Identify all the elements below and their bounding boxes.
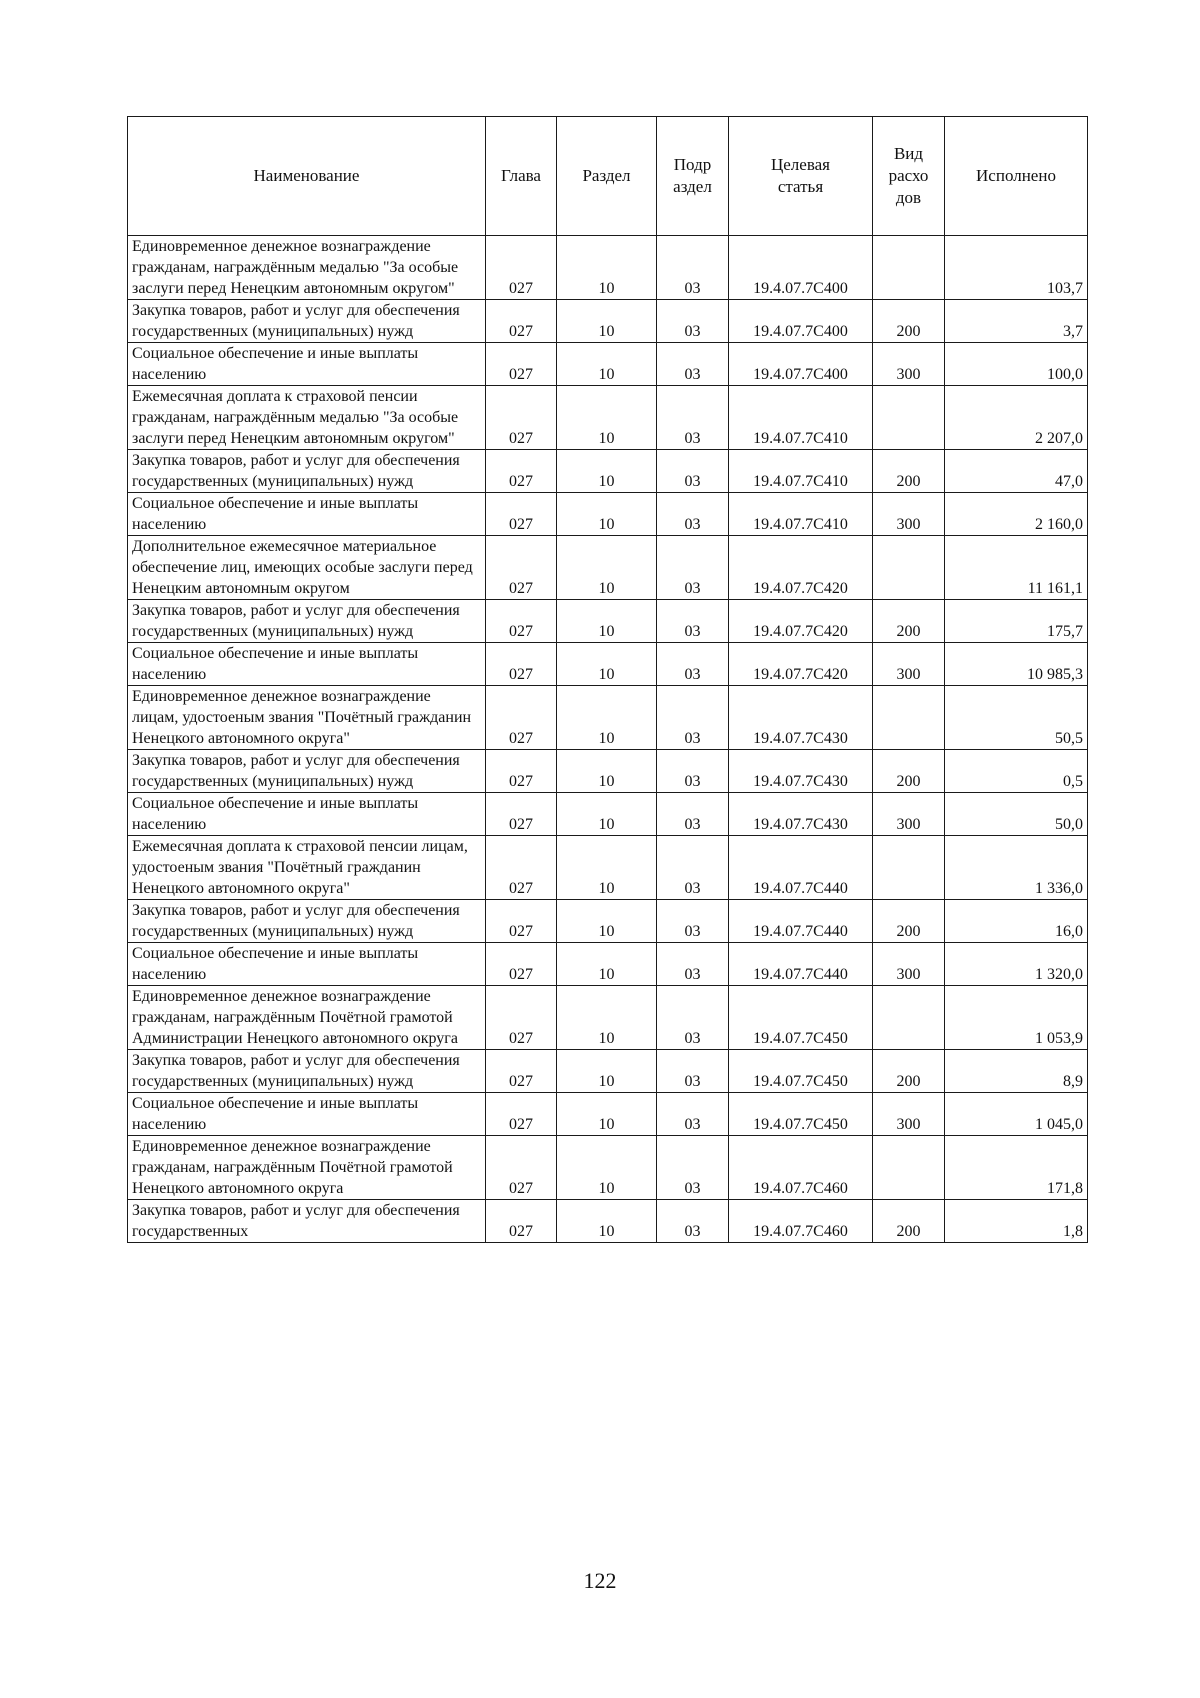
subsection-cell: 03 xyxy=(657,986,729,1050)
header-row xyxy=(128,117,1088,236)
subsection-cell: 03 xyxy=(657,236,729,300)
section-cell: 10 xyxy=(557,900,657,943)
expense-type-cell: 200 xyxy=(873,300,945,343)
executed-cell: 2 160,0 xyxy=(945,493,1088,536)
table-row xyxy=(128,750,1088,793)
table-body xyxy=(128,236,1088,1243)
header-chapter: Глава xyxy=(486,117,557,236)
target-cell: 19.4.07.7С460 xyxy=(729,1136,873,1200)
table-row xyxy=(128,450,1088,493)
expense-type-cell: 300 xyxy=(873,343,945,386)
expense-type-cell: 300 xyxy=(873,643,945,686)
executed-cell: 103,7 xyxy=(945,236,1088,300)
chapter-cell: 027 xyxy=(486,686,557,750)
chapter-cell: 027 xyxy=(486,836,557,900)
name-cell: Ежемесячная доплата к страховой пенсии лицам, удостоеным звания "Почётный гражданин Ненецкого автономного округа" xyxy=(128,836,486,900)
executed-cell: 1 336,0 xyxy=(945,836,1088,900)
section-cell: 10 xyxy=(557,450,657,493)
executed-cell: 1 045,0 xyxy=(945,1093,1088,1136)
table-row xyxy=(128,836,1088,900)
target-cell: 19.4.07.7С440 xyxy=(729,900,873,943)
target-cell: 19.4.07.7С400 xyxy=(729,300,873,343)
table-row xyxy=(128,343,1088,386)
expense-type-cell: 200 xyxy=(873,600,945,643)
expense-type-cell: 200 xyxy=(873,750,945,793)
name-cell: Закупка товаров, работ и услуг для обеспечения государственных (муниципальных) нужд xyxy=(128,300,486,343)
executed-cell: 8,9 xyxy=(945,1050,1088,1093)
name-cell: Единовременное денежное вознаграждение гражданам, награждённым Почётной грамотой Администрации Ненецкого автономного округа xyxy=(128,986,486,1050)
chapter-cell: 027 xyxy=(486,600,557,643)
section-cell: 10 xyxy=(557,1050,657,1093)
name-cell: Закупка товаров, работ и услуг для обеспечения государственных (муниципальных) нужд xyxy=(128,750,486,793)
subsection-cell: 03 xyxy=(657,450,729,493)
name-cell: Единовременное денежное вознаграждение гражданам, награждённым медалью "За особые заслуги перед Ненецким автономным округом" xyxy=(128,236,486,300)
chapter-cell: 027 xyxy=(486,1093,557,1136)
name-cell: Социальное обеспечение и иные выплаты населению xyxy=(128,1093,486,1136)
executed-cell: 100,0 xyxy=(945,343,1088,386)
table-row xyxy=(128,493,1088,536)
table-row xyxy=(128,793,1088,836)
target-cell: 19.4.07.7С410 xyxy=(729,450,873,493)
executed-cell: 171,8 xyxy=(945,1136,1088,1200)
table-row xyxy=(128,900,1088,943)
chapter-cell: 027 xyxy=(486,343,557,386)
subsection-cell: 03 xyxy=(657,386,729,450)
chapter-cell: 027 xyxy=(486,986,557,1050)
target-cell: 19.4.07.7С400 xyxy=(729,343,873,386)
header-section: Раздел xyxy=(557,117,657,236)
expense-type-cell xyxy=(873,536,945,600)
subsection-cell: 03 xyxy=(657,686,729,750)
executed-cell: 0,5 xyxy=(945,750,1088,793)
expense-type-cell: 300 xyxy=(873,793,945,836)
executed-cell: 175,7 xyxy=(945,600,1088,643)
section-cell: 10 xyxy=(557,793,657,836)
expense-type-cell: 300 xyxy=(873,493,945,536)
section-cell: 10 xyxy=(557,1136,657,1200)
target-cell: 19.4.07.7С420 xyxy=(729,536,873,600)
expense-type-cell xyxy=(873,1136,945,1200)
target-cell: 19.4.07.7С450 xyxy=(729,1093,873,1136)
section-cell: 10 xyxy=(557,386,657,450)
target-cell: 19.4.07.7С460 xyxy=(729,1200,873,1243)
chapter-cell: 027 xyxy=(486,1200,557,1243)
section-cell: 10 xyxy=(557,643,657,686)
header-target: Целевая статья xyxy=(729,117,873,236)
section-cell: 10 xyxy=(557,1200,657,1243)
table-row xyxy=(128,686,1088,750)
table-row xyxy=(128,643,1088,686)
table-row xyxy=(128,386,1088,450)
subsection-cell: 03 xyxy=(657,343,729,386)
chapter-cell: 027 xyxy=(486,643,557,686)
header-expense-type: Вид расхо дов xyxy=(873,117,945,236)
expense-type-cell xyxy=(873,236,945,300)
executed-cell: 11 161,1 xyxy=(945,536,1088,600)
section-cell: 10 xyxy=(557,750,657,793)
subsection-cell: 03 xyxy=(657,900,729,943)
section-cell: 10 xyxy=(557,236,657,300)
name-cell: Социальное обеспечение и иные выплаты населению xyxy=(128,493,486,536)
table-row xyxy=(128,536,1088,600)
target-cell: 19.4.07.7С430 xyxy=(729,686,873,750)
expense-type-cell xyxy=(873,386,945,450)
executed-cell: 16,0 xyxy=(945,900,1088,943)
table-row xyxy=(128,986,1088,1050)
target-cell: 19.4.07.7С420 xyxy=(729,600,873,643)
table-row xyxy=(128,300,1088,343)
table-header xyxy=(128,117,1088,236)
table-row xyxy=(128,1050,1088,1093)
chapter-cell: 027 xyxy=(486,536,557,600)
target-cell: 19.4.07.7С440 xyxy=(729,943,873,986)
expense-type-cell: 300 xyxy=(873,1093,945,1136)
table-row xyxy=(128,1200,1088,1243)
name-cell: Социальное обеспечение и иные выплаты населению xyxy=(128,643,486,686)
subsection-cell: 03 xyxy=(657,1093,729,1136)
section-cell: 10 xyxy=(557,986,657,1050)
subsection-cell: 03 xyxy=(657,1200,729,1243)
section-cell: 10 xyxy=(557,300,657,343)
table-row xyxy=(128,1136,1088,1200)
header-subsection: Подр аздел xyxy=(657,117,729,236)
section-cell: 10 xyxy=(557,836,657,900)
subsection-cell: 03 xyxy=(657,600,729,643)
expense-type-cell: 200 xyxy=(873,1200,945,1243)
name-cell: Закупка товаров, работ и услуг для обеспечения государственных (муниципальных) нужд xyxy=(128,450,486,493)
executed-cell: 1 053,9 xyxy=(945,986,1088,1050)
subsection-cell: 03 xyxy=(657,643,729,686)
name-cell: Социальное обеспечение и иные выплаты населению xyxy=(128,793,486,836)
chapter-cell: 027 xyxy=(486,793,557,836)
name-cell: Закупка товаров, работ и услуг для обеспечения государственных (муниципальных) нужд xyxy=(128,1050,486,1093)
target-cell: 19.4.07.7С410 xyxy=(729,386,873,450)
table-row xyxy=(128,1093,1088,1136)
chapter-cell: 027 xyxy=(486,450,557,493)
name-cell: Закупка товаров, работ и услуг для обеспечения государственных (муниципальных) нужд xyxy=(128,900,486,943)
executed-cell: 50,5 xyxy=(945,686,1088,750)
executed-cell: 47,0 xyxy=(945,450,1088,493)
chapter-cell: 027 xyxy=(486,493,557,536)
section-cell: 10 xyxy=(557,343,657,386)
subsection-cell: 03 xyxy=(657,1050,729,1093)
section-cell: 10 xyxy=(557,943,657,986)
chapter-cell: 027 xyxy=(486,300,557,343)
section-cell: 10 xyxy=(557,493,657,536)
executed-cell: 1 320,0 xyxy=(945,943,1088,986)
subsection-cell: 03 xyxy=(657,793,729,836)
subsection-cell: 03 xyxy=(657,836,729,900)
name-cell: Социальное обеспечение и иные выплаты населению xyxy=(128,943,486,986)
subsection-cell: 03 xyxy=(657,1136,729,1200)
target-cell: 19.4.07.7С400 xyxy=(729,236,873,300)
target-cell: 19.4.07.7С440 xyxy=(729,836,873,900)
executed-cell: 10 985,3 xyxy=(945,643,1088,686)
section-cell: 10 xyxy=(557,1093,657,1136)
subsection-cell: 03 xyxy=(657,943,729,986)
section-cell: 10 xyxy=(557,600,657,643)
target-cell: 19.4.07.7С410 xyxy=(729,493,873,536)
table-row xyxy=(128,236,1088,300)
name-cell: Дополнительное ежемесячное материальное обеспечение лиц, имеющих особые заслуги перед Ненецким автономным округом xyxy=(128,536,486,600)
subsection-cell: 03 xyxy=(657,536,729,600)
target-cell: 19.4.07.7С450 xyxy=(729,986,873,1050)
section-cell: 10 xyxy=(557,686,657,750)
table-row xyxy=(128,943,1088,986)
expense-type-cell: 300 xyxy=(873,943,945,986)
executed-cell: 1,8 xyxy=(945,1200,1088,1243)
name-cell: Закупка товаров, работ и услуг для обеспечения государственных (муниципальных) нужд xyxy=(128,600,486,643)
chapter-cell: 027 xyxy=(486,943,557,986)
executed-cell: 2 207,0 xyxy=(945,386,1088,450)
target-cell: 19.4.07.7С430 xyxy=(729,750,873,793)
chapter-cell: 027 xyxy=(486,1136,557,1200)
header-executed: Исполнено xyxy=(945,117,1088,236)
target-cell: 19.4.07.7С420 xyxy=(729,643,873,686)
expense-type-cell: 200 xyxy=(873,900,945,943)
name-cell: Закупка товаров, работ и услуг для обеспечения государственных xyxy=(128,1200,486,1243)
header-name: Наименование xyxy=(128,117,486,236)
executed-cell: 3,7 xyxy=(945,300,1088,343)
table-row xyxy=(128,600,1088,643)
chapter-cell: 027 xyxy=(486,386,557,450)
chapter-cell: 027 xyxy=(486,900,557,943)
executed-cell: 50,0 xyxy=(945,793,1088,836)
chapter-cell: 027 xyxy=(486,236,557,300)
subsection-cell: 03 xyxy=(657,750,729,793)
expense-type-cell: 200 xyxy=(873,1050,945,1093)
chapter-cell: 027 xyxy=(486,750,557,793)
page-number: 122 xyxy=(583,1568,617,1593)
section-cell: 10 xyxy=(557,536,657,600)
expense-type-cell: 200 xyxy=(873,450,945,493)
expense-type-cell xyxy=(873,986,945,1050)
chapter-cell: 027 xyxy=(486,1050,557,1093)
subsection-cell: 03 xyxy=(657,300,729,343)
name-cell: Социальное обеспечение и иные выплаты населению xyxy=(128,343,486,386)
name-cell: Единовременное денежное вознаграждение гражданам, награждённым Почётной грамотой Ненецкого автономного округа xyxy=(128,1136,486,1200)
subsection-cell: 03 xyxy=(657,493,729,536)
target-cell: 19.4.07.7С430 xyxy=(729,793,873,836)
name-cell: Единовременное денежное вознаграждение лицам, удостоеным звания "Почётный гражданин Ненецкого автономного округа" xyxy=(128,686,486,750)
name-cell: Ежемесячная доплата к страховой пенсии гражданам, награждённым медалью "За особые заслуги перед Ненецким автономным округом" xyxy=(128,386,486,450)
budget-table xyxy=(127,116,1088,1243)
expense-type-cell xyxy=(873,836,945,900)
expense-type-cell xyxy=(873,686,945,750)
target-cell: 19.4.07.7С450 xyxy=(729,1050,873,1093)
